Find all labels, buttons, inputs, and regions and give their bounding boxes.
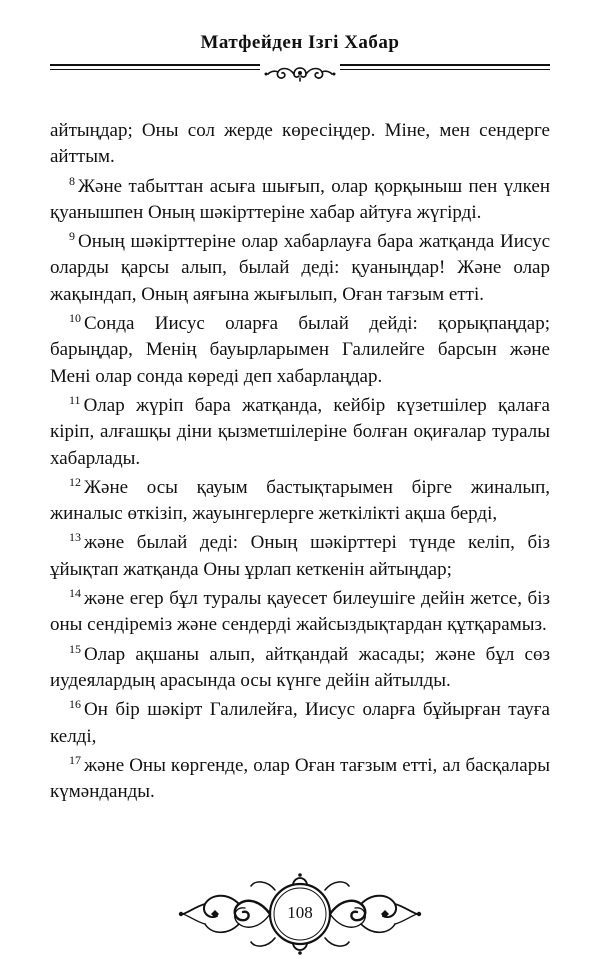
verse-number: 8 [69,173,75,188]
verse-number: 15 [69,641,81,656]
verse-16 [50,697,550,750]
verse-text: Және осы қауым бастықтарымен бірге жиналып, жиналыс өткізіп, жауынгерлерге жеткілікті ақша берді, [50,476,550,525]
verse-number: 14 [69,586,81,601]
running-title: Матфейден Ізгі Хабар [200,32,400,53]
verse-text: Оның шәкірттеріне олар хабарлауға бара жатқанда Иисус оларды қарсы алып, былай деді: қуаныңдар! Және олар жақындап, Оның аяғына жығылып, Оған тағзым етті. [50,231,550,305]
scripture-text [50,118,550,808]
verse-11 [50,393,550,472]
floral-scroll-ornament-icon [260,62,340,84]
verse-13 [50,530,550,583]
verse-text: және былай деді: Оның шәкірттері түнде келіп, біз ұйықтап жатқанда Оны ұрлап кеткенін айтыңдар; [50,532,550,580]
verse-text: Олар ақшаны алып, айтқандай жасады; және бұл сөз иудеялардың арасында осы күнге дейін айтылды. [50,643,550,691]
verse-9 [50,229,550,308]
verse-text: және егер бұл туралы қауесет билеушіге дейін жетсе, біз оны сендіреміз және сендерді жайсыздықтардан құтқарамыз. [50,588,550,636]
verse-17 [50,753,550,806]
verse-15 [50,642,550,695]
verse-text: және Оны көргенде, олар Оған тағзым етті, ал басқалары күмәнданды. [50,754,550,803]
verse-number: 16 [69,697,81,712]
verse-text: Сонда Иисус оларға былай дейді: қорықпаңдар; барыңдар, Менің бауырларымен Галилейге барсын және Мені олар сонда көреді деп хабарлаңдар. [50,313,550,387]
verse-14 [50,586,550,639]
continuation-paragraph: айтыңдар; Оны сол жерде көресіңдер. Міне, мен сендерге айттым. [50,120,550,168]
page-number: 108 [287,903,313,922]
verse-8 [50,174,550,227]
verse-text: Олар жүріп бара жатқанда, кейбір күзетшілер қалаға кіріп, алғашқы діни қызметшілеріне болған оқиғалар туралы хабарлады. [50,394,550,469]
verse-text: Және табыттан асыға шығып, олар қорқыныш пен үлкен қуанышпен Оның шәкірттеріне хабар айтуға жүгірді. [50,175,550,223]
verse-number: 17 [69,752,81,767]
verse-text: Он бір шәкірт Галилейға, Иисус оларға бұйырған тауға келді, [50,699,550,747]
verse-number: 13 [69,530,81,545]
verse-number: 10 [69,311,81,326]
verse-number: 11 [69,392,81,407]
verse-number: 9 [69,229,75,244]
verse-12 [50,475,550,528]
verse-number: 12 [69,474,81,489]
verse-10 [50,311,550,390]
